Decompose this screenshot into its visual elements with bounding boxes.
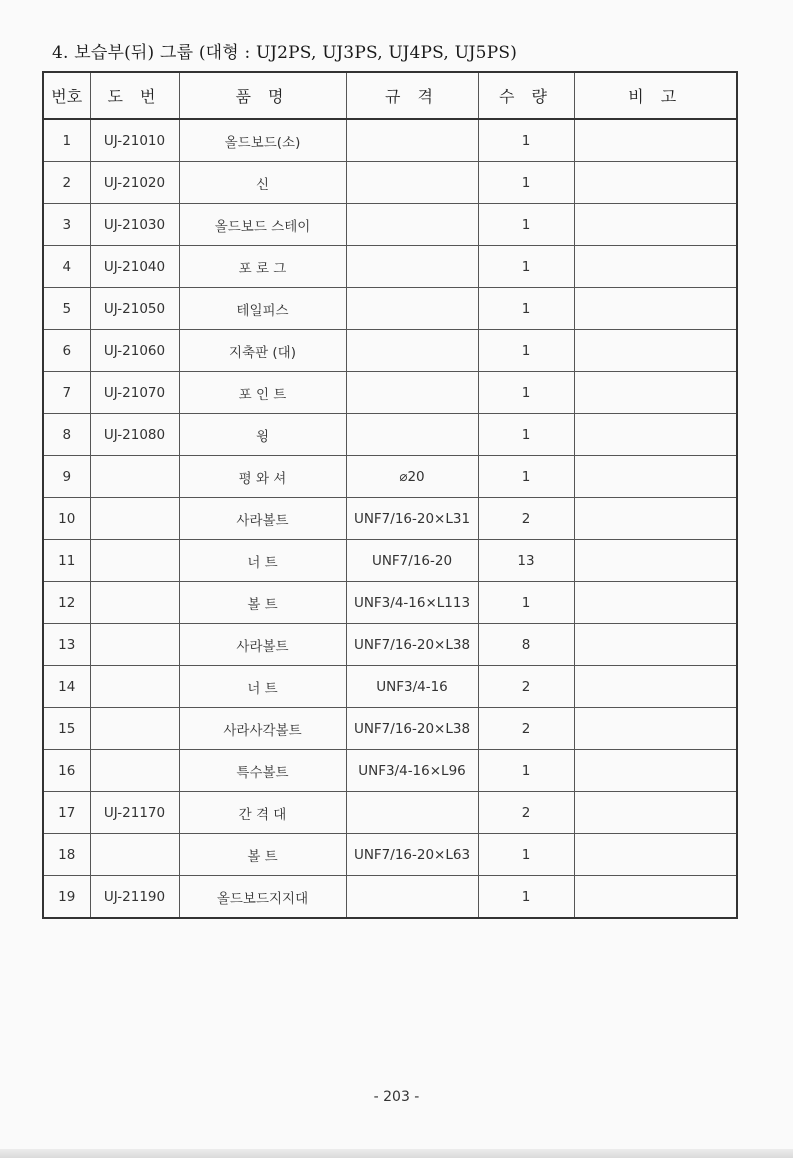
header-drawing-number: 도 번 [90, 72, 179, 119]
cell-no: 4 [43, 246, 90, 288]
cell-spec [346, 246, 478, 288]
cell-remarks [574, 750, 737, 792]
cell-drawing-number [90, 708, 179, 750]
cell-spec: UNF3/4-16×L96 [346, 750, 478, 792]
cell-remarks [574, 414, 737, 456]
cell-part-name: 지축판 (대) [179, 330, 346, 372]
cell-drawing-number [90, 624, 179, 666]
cell-remarks [574, 540, 737, 582]
cell-quantity: 1 [478, 750, 574, 792]
cell-no: 19 [43, 876, 90, 919]
header-quantity: 수 량 [478, 72, 574, 119]
cell-no: 7 [43, 372, 90, 414]
cell-drawing-number [90, 498, 179, 540]
cell-spec: UNF7/16-20 [346, 540, 478, 582]
cell-part-name: 볼 트 [179, 582, 346, 624]
cell-drawing-number: UJ-21080 [90, 414, 179, 456]
cell-drawing-number: UJ-21190 [90, 876, 179, 919]
cell-drawing-number [90, 666, 179, 708]
cell-no: 15 [43, 708, 90, 750]
cell-spec [346, 288, 478, 330]
cell-drawing-number: UJ-21050 [90, 288, 179, 330]
cell-part-name: 올드보드 스테이 [179, 204, 346, 246]
cell-spec: UNF7/16-20×L38 [346, 624, 478, 666]
page-title: 4. 보습부(뒤) 그룹 (대형 : UJ2PS, UJ3PS, UJ4PS, UJ5PS) [52, 43, 518, 63]
page-number: - 203 - [373, 1089, 420, 1105]
cell-spec: UNF7/16-20×L63 [346, 834, 478, 876]
table-row [43, 540, 737, 582]
cell-no: 12 [43, 582, 90, 624]
header-part-name: 품 명 [179, 72, 346, 119]
cell-no: 11 [43, 540, 90, 582]
table-row [43, 666, 737, 708]
cell-remarks [574, 119, 737, 162]
cell-quantity: 1 [478, 372, 574, 414]
table-header-row [43, 72, 737, 119]
cell-remarks [574, 288, 737, 330]
cell-remarks [574, 246, 737, 288]
cell-no: 17 [43, 792, 90, 834]
cell-remarks [574, 162, 737, 204]
cell-quantity: 13 [478, 540, 574, 582]
cell-no: 2 [43, 162, 90, 204]
cell-part-name: 올드보드지지대 [179, 876, 346, 919]
cell-part-name: 올드보드(소) [179, 119, 346, 162]
cell-remarks [574, 456, 737, 498]
cell-spec [346, 792, 478, 834]
scan-edge [0, 1149, 793, 1158]
cell-remarks [574, 666, 737, 708]
cell-remarks [574, 624, 737, 666]
cell-drawing-number [90, 750, 179, 792]
table-row [43, 330, 737, 372]
cell-quantity: 1 [478, 456, 574, 498]
cell-spec [346, 330, 478, 372]
cell-quantity: 1 [478, 330, 574, 372]
cell-remarks [574, 498, 737, 540]
cell-spec: UNF7/16-20×L31 [346, 498, 478, 540]
table-row [43, 456, 737, 498]
cell-quantity: 8 [478, 624, 574, 666]
cell-spec [346, 876, 478, 919]
cell-quantity: 1 [478, 414, 574, 456]
cell-quantity: 1 [478, 246, 574, 288]
table-row [43, 246, 737, 288]
cell-remarks [574, 834, 737, 876]
cell-no: 1 [43, 119, 90, 162]
cell-spec: ⌀20 [346, 456, 478, 498]
cell-no: 5 [43, 288, 90, 330]
cell-part-name: 신 [179, 162, 346, 204]
cell-drawing-number: UJ-21010 [90, 119, 179, 162]
cell-drawing-number: UJ-21060 [90, 330, 179, 372]
cell-quantity: 2 [478, 708, 574, 750]
cell-part-name: 특수볼트 [179, 750, 346, 792]
cell-remarks [574, 708, 737, 750]
cell-remarks [574, 204, 737, 246]
table-row [43, 204, 737, 246]
cell-part-name: 간 격 대 [179, 792, 346, 834]
cell-drawing-number [90, 834, 179, 876]
cell-drawing-number [90, 582, 179, 624]
parts-table-body [43, 119, 737, 918]
table-row [43, 372, 737, 414]
cell-no: 6 [43, 330, 90, 372]
cell-drawing-number [90, 456, 179, 498]
table-row [43, 582, 737, 624]
header-remarks: 비 고 [574, 72, 737, 119]
cell-drawing-number: UJ-21030 [90, 204, 179, 246]
parts-table [42, 71, 738, 919]
cell-drawing-number: UJ-21040 [90, 246, 179, 288]
cell-quantity: 1 [478, 288, 574, 330]
table-row [43, 876, 737, 919]
cell-spec [346, 162, 478, 204]
cell-quantity: 1 [478, 876, 574, 919]
table-row [43, 288, 737, 330]
cell-part-name: 너 트 [179, 666, 346, 708]
cell-part-name: 포 로 그 [179, 246, 346, 288]
table-row [43, 792, 737, 834]
cell-quantity: 1 [478, 162, 574, 204]
cell-remarks [574, 372, 737, 414]
cell-part-name: 윙 [179, 414, 346, 456]
cell-part-name: 포 인 트 [179, 372, 346, 414]
cell-spec [346, 119, 478, 162]
cell-part-name: 볼 트 [179, 834, 346, 876]
table-row [43, 708, 737, 750]
table-row [43, 498, 737, 540]
cell-drawing-number: UJ-21170 [90, 792, 179, 834]
cell-remarks [574, 330, 737, 372]
cell-no: 16 [43, 750, 90, 792]
table-row [43, 119, 737, 162]
cell-quantity: 1 [478, 834, 574, 876]
cell-part-name: 테일피스 [179, 288, 346, 330]
table-row [43, 750, 737, 792]
cell-spec [346, 204, 478, 246]
cell-drawing-number: UJ-21070 [90, 372, 179, 414]
cell-part-name: 평 와 셔 [179, 456, 346, 498]
cell-remarks [574, 582, 737, 624]
table-row [43, 162, 737, 204]
cell-spec [346, 372, 478, 414]
cell-spec: UNF3/4-16 [346, 666, 478, 708]
cell-no: 8 [43, 414, 90, 456]
cell-spec [346, 414, 478, 456]
header-no: 번호 [43, 72, 90, 119]
cell-quantity: 2 [478, 498, 574, 540]
cell-spec: UNF3/4-16×L113 [346, 582, 478, 624]
cell-drawing-number [90, 540, 179, 582]
cell-part-name: 사라볼트 [179, 498, 346, 540]
cell-part-name: 너 트 [179, 540, 346, 582]
cell-quantity: 1 [478, 119, 574, 162]
cell-part-name: 사라사각볼트 [179, 708, 346, 750]
cell-spec: UNF7/16-20×L38 [346, 708, 478, 750]
table-row [43, 834, 737, 876]
cell-part-name: 사라볼트 [179, 624, 346, 666]
table-row [43, 624, 737, 666]
cell-no: 18 [43, 834, 90, 876]
cell-quantity: 2 [478, 666, 574, 708]
cell-remarks [574, 876, 737, 919]
cell-quantity: 1 [478, 204, 574, 246]
cell-no: 10 [43, 498, 90, 540]
cell-no: 13 [43, 624, 90, 666]
cell-no: 3 [43, 204, 90, 246]
cell-remarks [574, 792, 737, 834]
cell-no: 14 [43, 666, 90, 708]
cell-no: 9 [43, 456, 90, 498]
cell-quantity: 2 [478, 792, 574, 834]
table-row [43, 414, 737, 456]
header-spec: 규 격 [346, 72, 478, 119]
cell-quantity: 1 [478, 582, 574, 624]
cell-drawing-number: UJ-21020 [90, 162, 179, 204]
